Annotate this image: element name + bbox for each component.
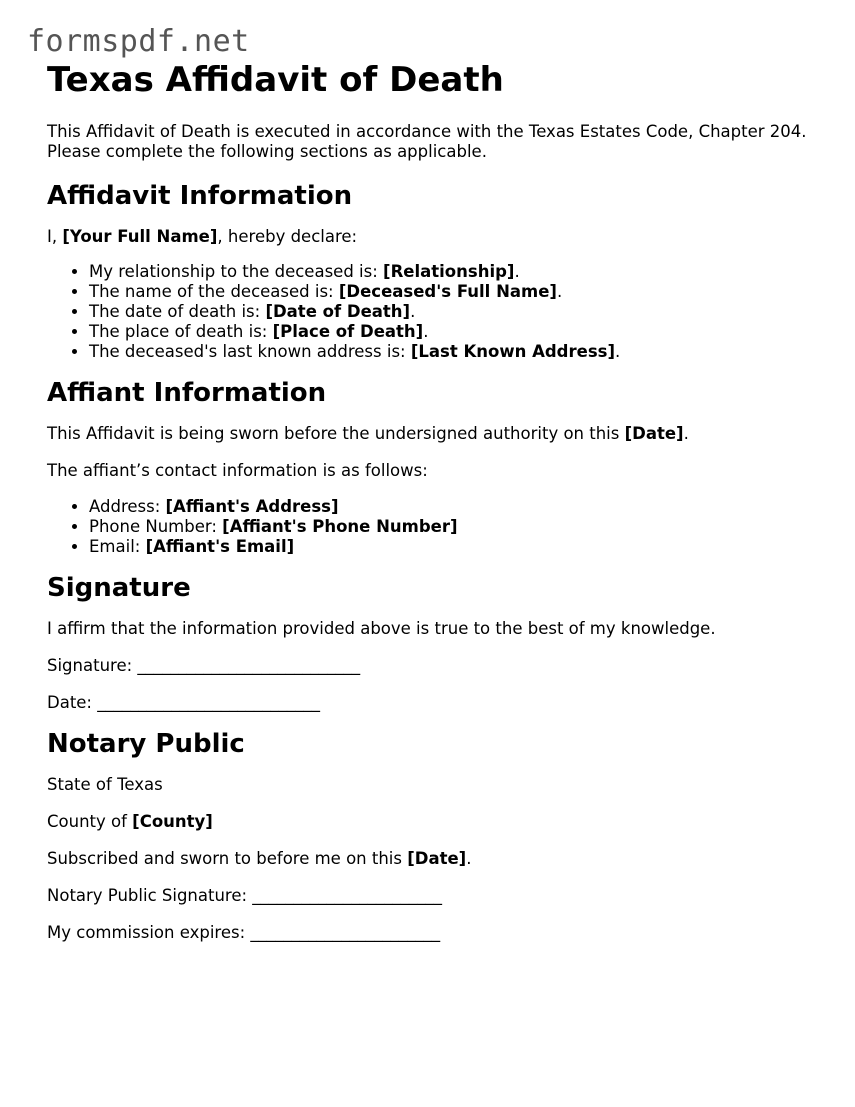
list-item-deceased-name: [89, 282, 817, 302]
signature-line: Signature: ___________________________: [47, 656, 361, 675]
list-item-suffix: .: [410, 302, 416, 321]
affiant-address-placeholder: [Affiant's Address]: [165, 497, 339, 516]
list-item-label: Phone Number:: [89, 517, 223, 536]
list-item-label: The deceased's last known address is:: [89, 342, 411, 361]
list-item-label: The name of the deceased is:: [89, 282, 339, 301]
affidavit-information-heading: Affidavit Information: [47, 181, 353, 211]
county-prefix: County of: [47, 812, 133, 831]
document-title: Texas Affidavit of Death: [47, 60, 504, 100]
intro-paragraph: This Affidavit of Death is executed in accordance with the Texas Estates Code, Chapter 204. Please complete the following sections as applicable.: [47, 122, 807, 161]
affirmation-statement: I affirm that the information provided above is true to the best of my knowledge.: [47, 619, 716, 638]
list-item-suffix: .: [423, 322, 429, 341]
list-item-relationship: [89, 262, 817, 282]
list-item-suffix: .: [556, 282, 563, 301]
affiant-email-placeholder: [Affiant's Email]: [145, 537, 295, 556]
declaration-suffix: , hereby declare:: [217, 227, 358, 246]
list-item-label: The place of death is:: [89, 322, 273, 341]
declaration-statement: [47, 227, 817, 247]
county-line: [47, 812, 817, 832]
signature-heading: Signature: [47, 573, 191, 603]
county-placeholder: [County]: [132, 812, 213, 831]
last-address-placeholder: [Last Known Address]: [410, 342, 616, 361]
subscribed-suffix: .: [466, 849, 472, 868]
sworn-prefix: This Affidavit is being sworn before the undersigned authority on this: [47, 424, 625, 443]
sworn-statement: [47, 424, 817, 444]
list-item-label: My relationship to the deceased is:: [89, 262, 384, 281]
list-item-place-of-death: [89, 322, 817, 342]
sworn-suffix: .: [683, 424, 689, 443]
sworn-date-placeholder: [Date]: [624, 424, 684, 443]
affidavit-details-list: [47, 262, 817, 362]
list-item-suffix: .: [615, 342, 621, 361]
list-item-last-address: [89, 342, 817, 362]
list-item-email: [89, 537, 817, 557]
place-of-death-placeholder: [Place of Death]: [272, 322, 424, 341]
relationship-placeholder: [Relationship]: [383, 262, 515, 281]
affiant-phone-placeholder: [Affiant's Phone Number]: [222, 517, 458, 536]
subscribed-statement: [47, 849, 817, 869]
date-line: Date: ___________________________: [47, 693, 320, 712]
date-of-death-placeholder: [Date of Death]: [265, 302, 411, 321]
list-item-date-of-death: [89, 302, 817, 322]
subscribed-date-placeholder: [Date]: [407, 849, 467, 868]
subscribed-prefix: Subscribed and sworn to before me on this: [47, 849, 408, 868]
state-line: State of Texas: [47, 775, 163, 794]
contact-intro: The affiant’s contact information is as follows:: [47, 461, 428, 480]
notary-public-heading: Notary Public: [47, 729, 245, 759]
list-item-address: [89, 497, 817, 517]
declaration-prefix: I,: [47, 227, 63, 246]
list-item-suffix: .: [514, 262, 520, 281]
deceased-name-placeholder: [Deceased's Full Name]: [338, 282, 557, 301]
notary-signature-line: Notary Public Signature: _______________________: [47, 886, 443, 905]
full-name-placeholder: [Your Full Name]: [62, 227, 218, 246]
affiant-contact-list: [47, 497, 817, 557]
commission-expires-line: My commission expires: _______________________: [47, 923, 441, 942]
list-item-label: Email:: [89, 537, 146, 556]
list-item-label: The date of death is:: [89, 302, 266, 321]
list-item-phone: [89, 517, 817, 537]
watermark-text: formspdf.net: [27, 24, 250, 59]
document-page: [47, 58, 817, 943]
list-item-label: Address:: [89, 497, 166, 516]
affiant-information-heading: Affiant Information: [47, 378, 327, 408]
